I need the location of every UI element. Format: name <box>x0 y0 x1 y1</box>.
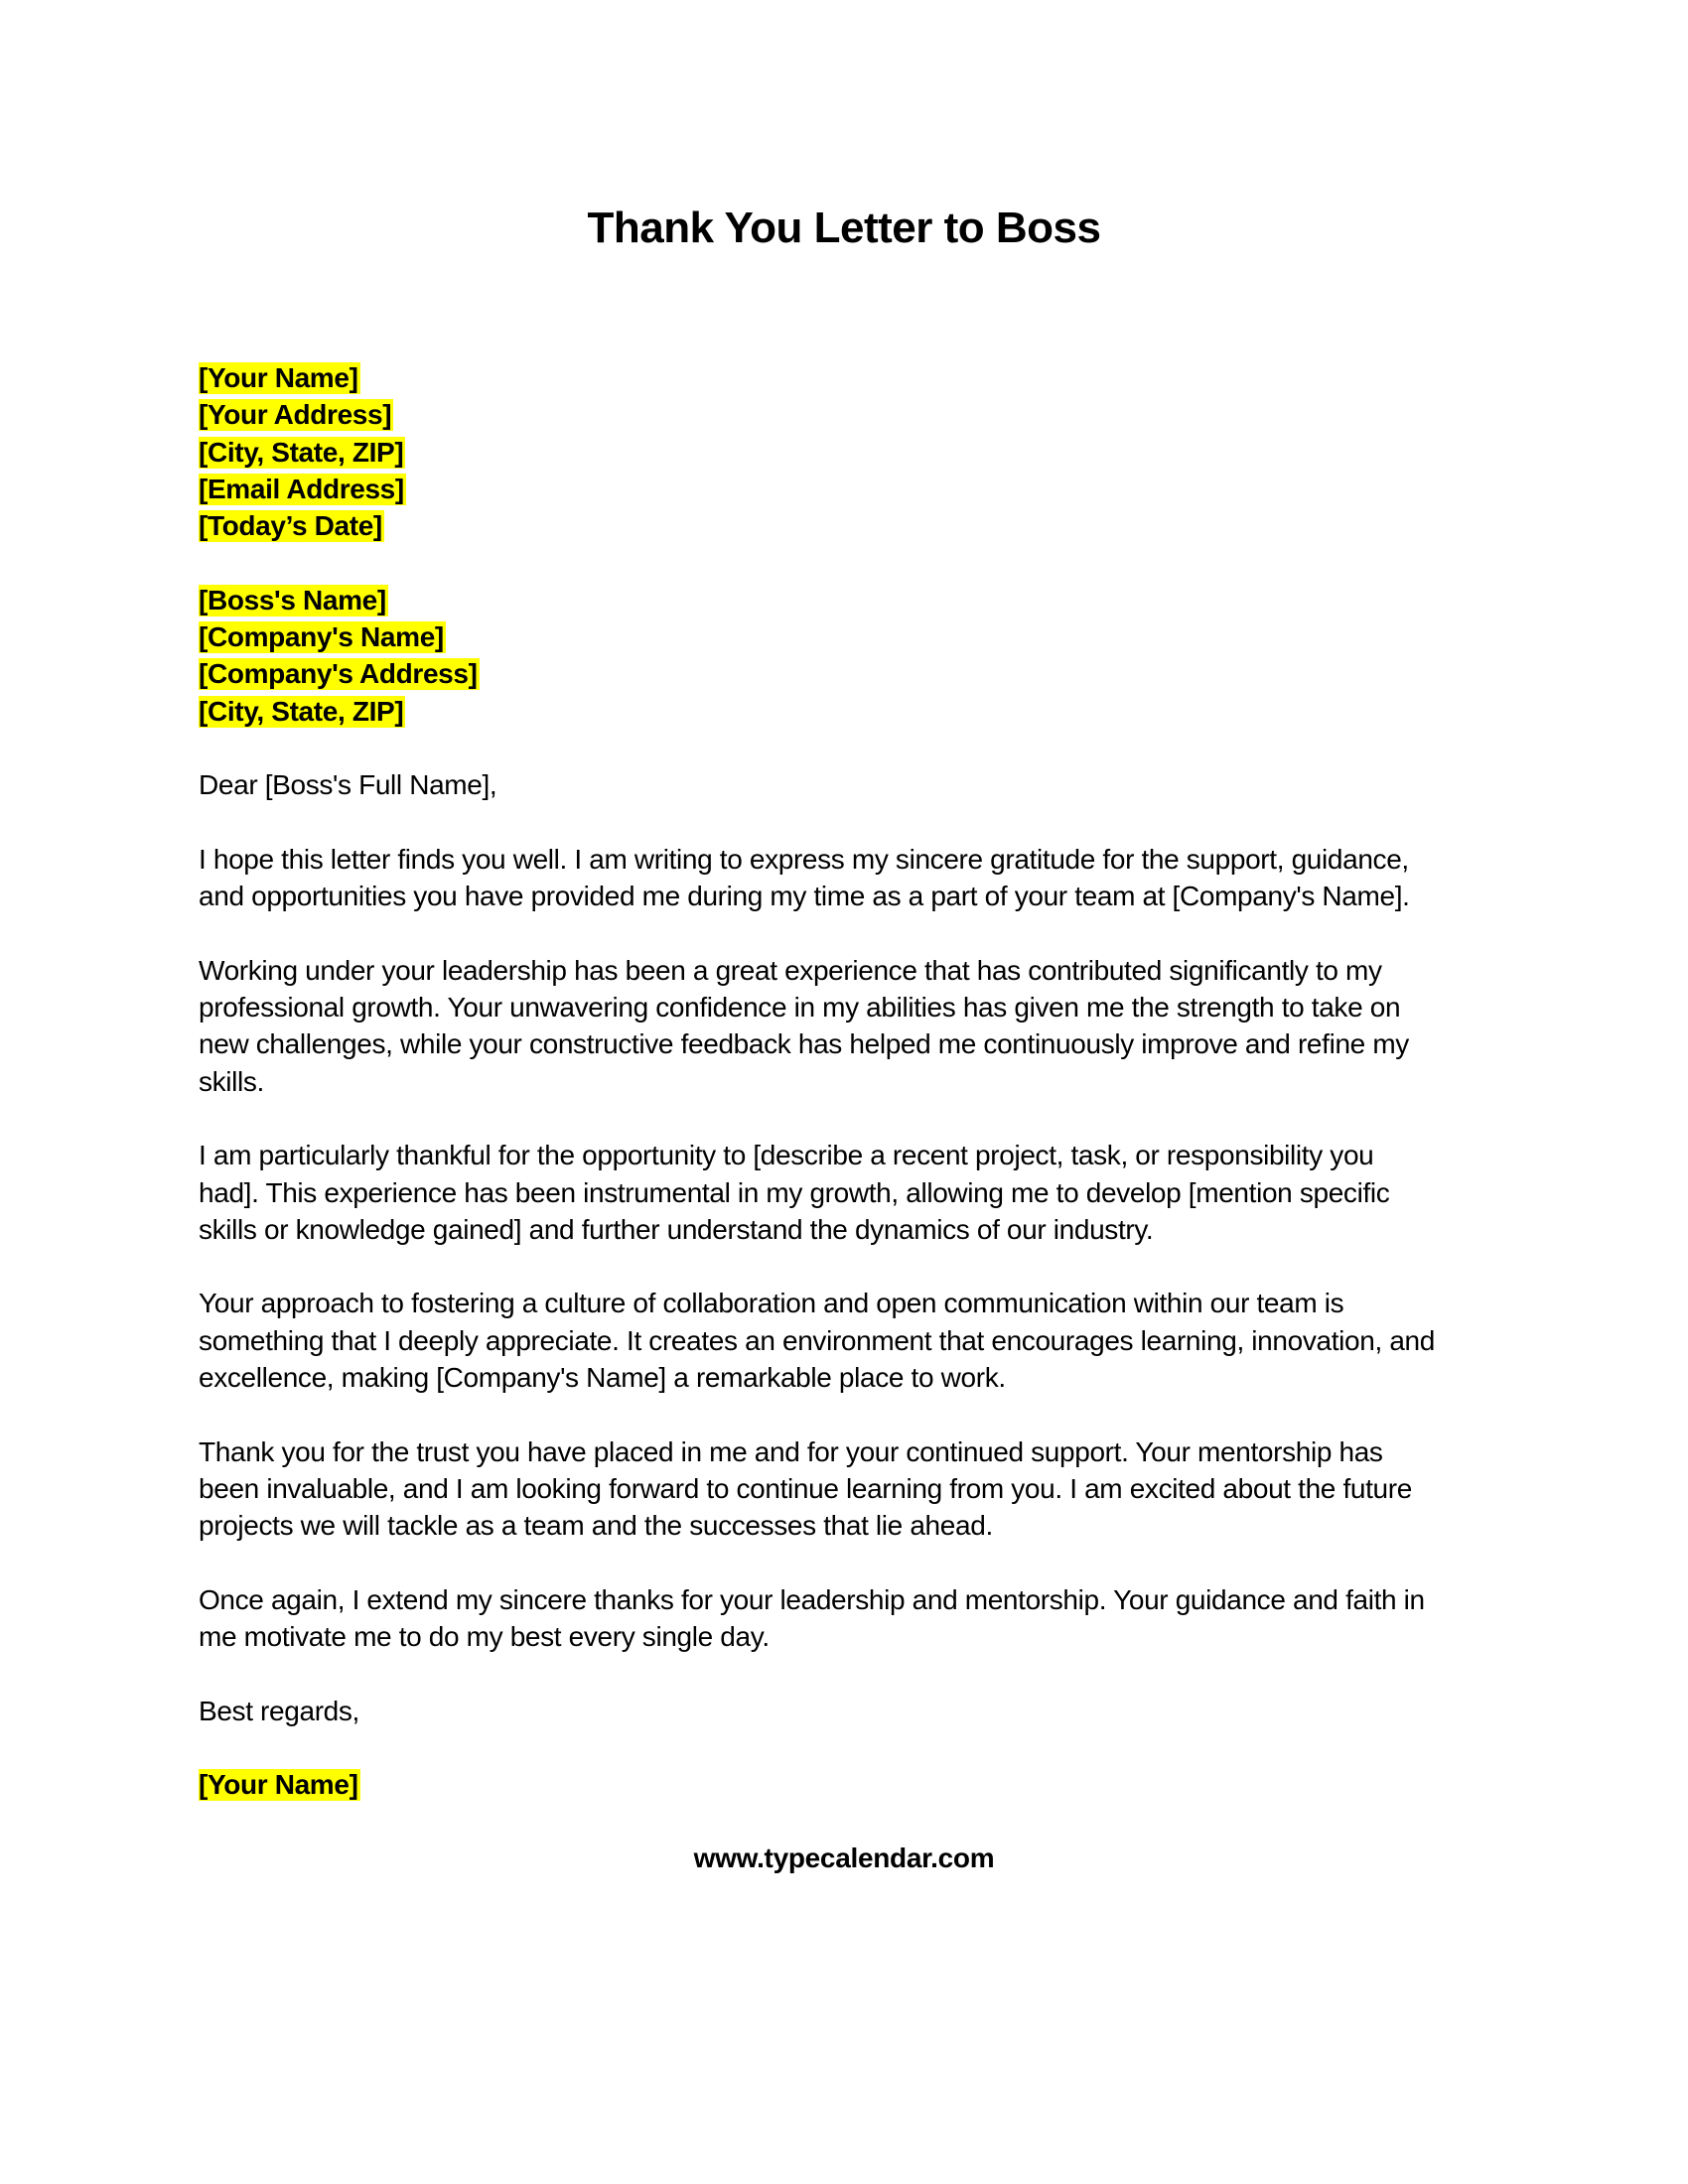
text-line: and opportunities you have provided me during my time as a part of your team at [Company's Name]. <box>199 881 1410 912</box>
sender-email-placeholder: [Email Address] <box>199 473 404 504</box>
text-line: projects we will tackle as a team and the successes that lie ahead. <box>199 1510 993 1542</box>
text-line: skills or knowledge gained] and further understand the dynamics of our industry. <box>199 1213 1154 1245</box>
sender-email-line <box>199 471 1489 507</box>
text-line: excellence, making [Company's Name] a remarkable place to work. <box>199 1362 1006 1394</box>
date-placeholder: [Today’s Date] <box>199 510 382 542</box>
date-line <box>199 507 1489 544</box>
paragraph-culture <box>199 1285 1489 1396</box>
closing: Best regards, <box>199 1695 359 1726</box>
company-name-line <box>199 618 1489 655</box>
text-line: I hope this letter finds you well. I am writing to express my sincere gratitude for the support, guidance, <box>199 843 1409 875</box>
sender-name-line <box>199 359 1489 396</box>
paragraph-trust <box>199 1433 1489 1545</box>
letter-body <box>199 359 1489 1841</box>
paragraph-leadership <box>199 952 1489 1100</box>
text-line: skills. <box>199 1065 264 1097</box>
paragraph-intro <box>199 841 1489 915</box>
signature-placeholder: [Your Name] <box>199 1769 358 1801</box>
paragraph-closing-thanks <box>199 1581 1489 1656</box>
sender-address-block <box>199 359 1489 544</box>
text-line: Your approach to fostering a culture of collaboration and open communication within our team is <box>199 1288 1344 1319</box>
company-address-placeholder: [Company's Address] <box>199 658 478 690</box>
company-city-line <box>199 693 1489 730</box>
sender-city-line <box>199 434 1489 471</box>
company-city-placeholder: [City, State, ZIP] <box>199 695 404 727</box>
sender-city-placeholder: [City, State, ZIP] <box>199 436 404 468</box>
text-line: had]. This experience has been instrumental in my growth, allowing me to develop [mention specific <box>199 1176 1390 1208</box>
text-line: been invaluable, and I am looking forward to continue learning from you. I am excited about the future <box>199 1472 1412 1504</box>
footer-website: www.typecalendar.com <box>693 1843 995 1873</box>
text-line: Once again, I extend my sincere thanks for your leadership and mentorship. Your guidance and faith in <box>199 1583 1425 1615</box>
text-line: Working under your leadership has been a great experience that has contributed significantly to my <box>199 954 1382 986</box>
document-title: Thank You Letter to Boss <box>587 204 1101 252</box>
paragraph-opportunity <box>199 1137 1489 1248</box>
salutation: Dear [Boss's Full Name], <box>199 769 497 801</box>
company-name-placeholder: [Company's Name] <box>199 621 444 653</box>
text-line: Thank you for the trust you have placed in me and for your continued support. Your mentorship has <box>199 1435 1383 1467</box>
sender-address-line <box>199 396 1489 433</box>
text-line: professional growth. Your unwavering confidence in my abilities has given me the strength to take on <box>199 992 1401 1024</box>
text-line: new challenges, while your constructive feedback has helped me continuously improve and refine my <box>199 1028 1409 1060</box>
recipient-address-block <box>199 582 1489 730</box>
sender-name-placeholder: [Your Name] <box>199 362 358 393</box>
sender-address-placeholder: [Your Address] <box>199 399 392 431</box>
signature-line <box>199 1766 1489 1803</box>
text-line: something that I deeply appreciate. It creates an environment that encourages learning, innovation, and <box>199 1324 1435 1356</box>
company-address-line <box>199 655 1489 692</box>
boss-name-placeholder: [Boss's Name] <box>199 584 386 615</box>
boss-name-line <box>199 582 1489 618</box>
text-line: I am particularly thankful for the opportunity to [describe a recent project, task, or responsibility you <box>199 1140 1374 1171</box>
text-line: me motivate me to do my best every single day. <box>199 1621 770 1653</box>
